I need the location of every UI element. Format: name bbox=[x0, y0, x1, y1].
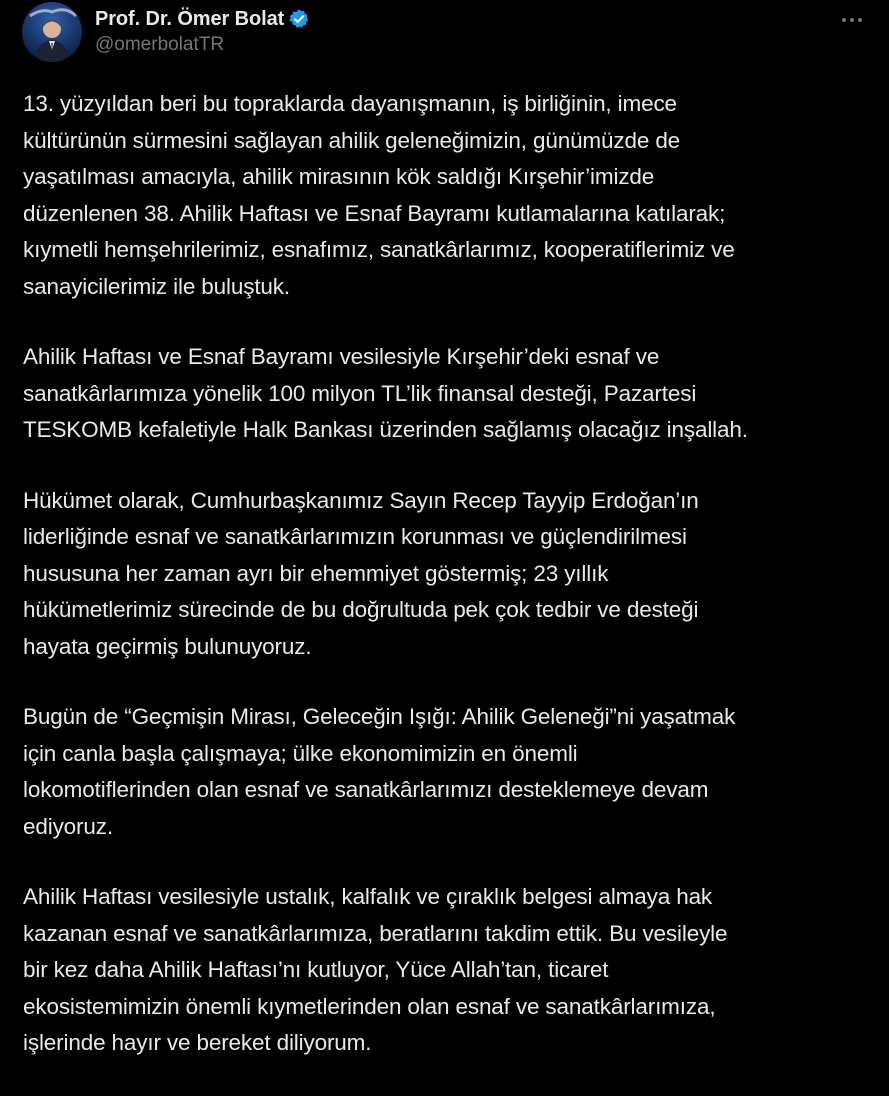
author-block bbox=[95, 6, 310, 56]
tweet-text bbox=[23, 86, 873, 1096]
tweet-paragraph-2: Ahilik Haftası ve Esnaf Bayramı vesilesiyle Kırşehir’deki esnaf ve sanatkârlarımıza yönelik 100 milyon TL’lik finansal desteği, Pazartesi TESKOMB kefaletiyle Halk Bankası üzerinden sağlamış olacağız inşallah. bbox=[23, 344, 748, 442]
verified-badge-icon[interactable] bbox=[288, 8, 310, 30]
tweet-paragraph-1: 13. yüzyıldan beri bu topraklarda dayanışmanın, iş birliğinin, imece kültürünün sürmesini sağlayan ahilik geleneğimizin, günümüzde de yaşatılması amacıyla, ahilik mirasının kök saldığı Kırşehir’imizde düzenlenen 38. Ahilik Haftası ve Esnaf Bayramı kutlamalarına katılarak; kıymetli hemşehrilerimiz, esnafımız, sanatkârlarımız, kooperatiflerimiz ve sanayicilerimiz ile buluştuk. bbox=[23, 91, 735, 299]
more-options-button[interactable] bbox=[837, 8, 867, 32]
tweet-header bbox=[22, 2, 867, 64]
more-options-icon bbox=[841, 17, 863, 23]
author-handle[interactable]: @omerbolatTR bbox=[95, 34, 225, 55]
tweet-paragraph-4: Bugün de “Geçmişin Mirası, Geleceğin Işığı: Ahilik Geleneği”ni yaşatmak için canla başla çalışmaya; ülke ekonomimizin en önemli lokomotiflerinden olan esnaf ve sanatkârlarımızı desteklemeye devam ediyoruz. bbox=[23, 704, 736, 839]
avatar[interactable] bbox=[22, 2, 82, 62]
portrait-avatar-icon bbox=[22, 2, 82, 62]
name-row bbox=[95, 6, 310, 32]
tweet-paragraph-3: Hükümet olarak, Cumhurbaşkanımız Sayın Recep Tayyip Erdoğan’ın liderliğinde esnaf ve sanatkârlarımızın korunması ve güçlendirilmesi hususuna her zaman ayrı bir ehemmiyet göstermiş; 23 yıllık hükümetlerimiz sürecinde de bu doğrultuda pek çok tedbir ve desteği hayata geçirmiş bulunuyoruz. bbox=[23, 487, 699, 659]
display-name[interactable]: Prof. Dr. Ömer Bolat bbox=[95, 7, 285, 30]
tweet-paragraph-5: Ahilik Haftası vesilesiyle ustalık, kalfalık ve çıraklık belgesi almaya hak kazanan esnaf ve sanatkârlarımıza, beratlarını takdim ettik. Bu vesileyle bir kez daha Ahilik Haftası’nı kutluyor, Yüce Allah’tan, ticaret ekosistemimizin önemli kıymetlerinden olan esnaf ve sanatkârlarımıza, işlerinde hayır ve bereket diliyorum. bbox=[23, 884, 728, 1055]
